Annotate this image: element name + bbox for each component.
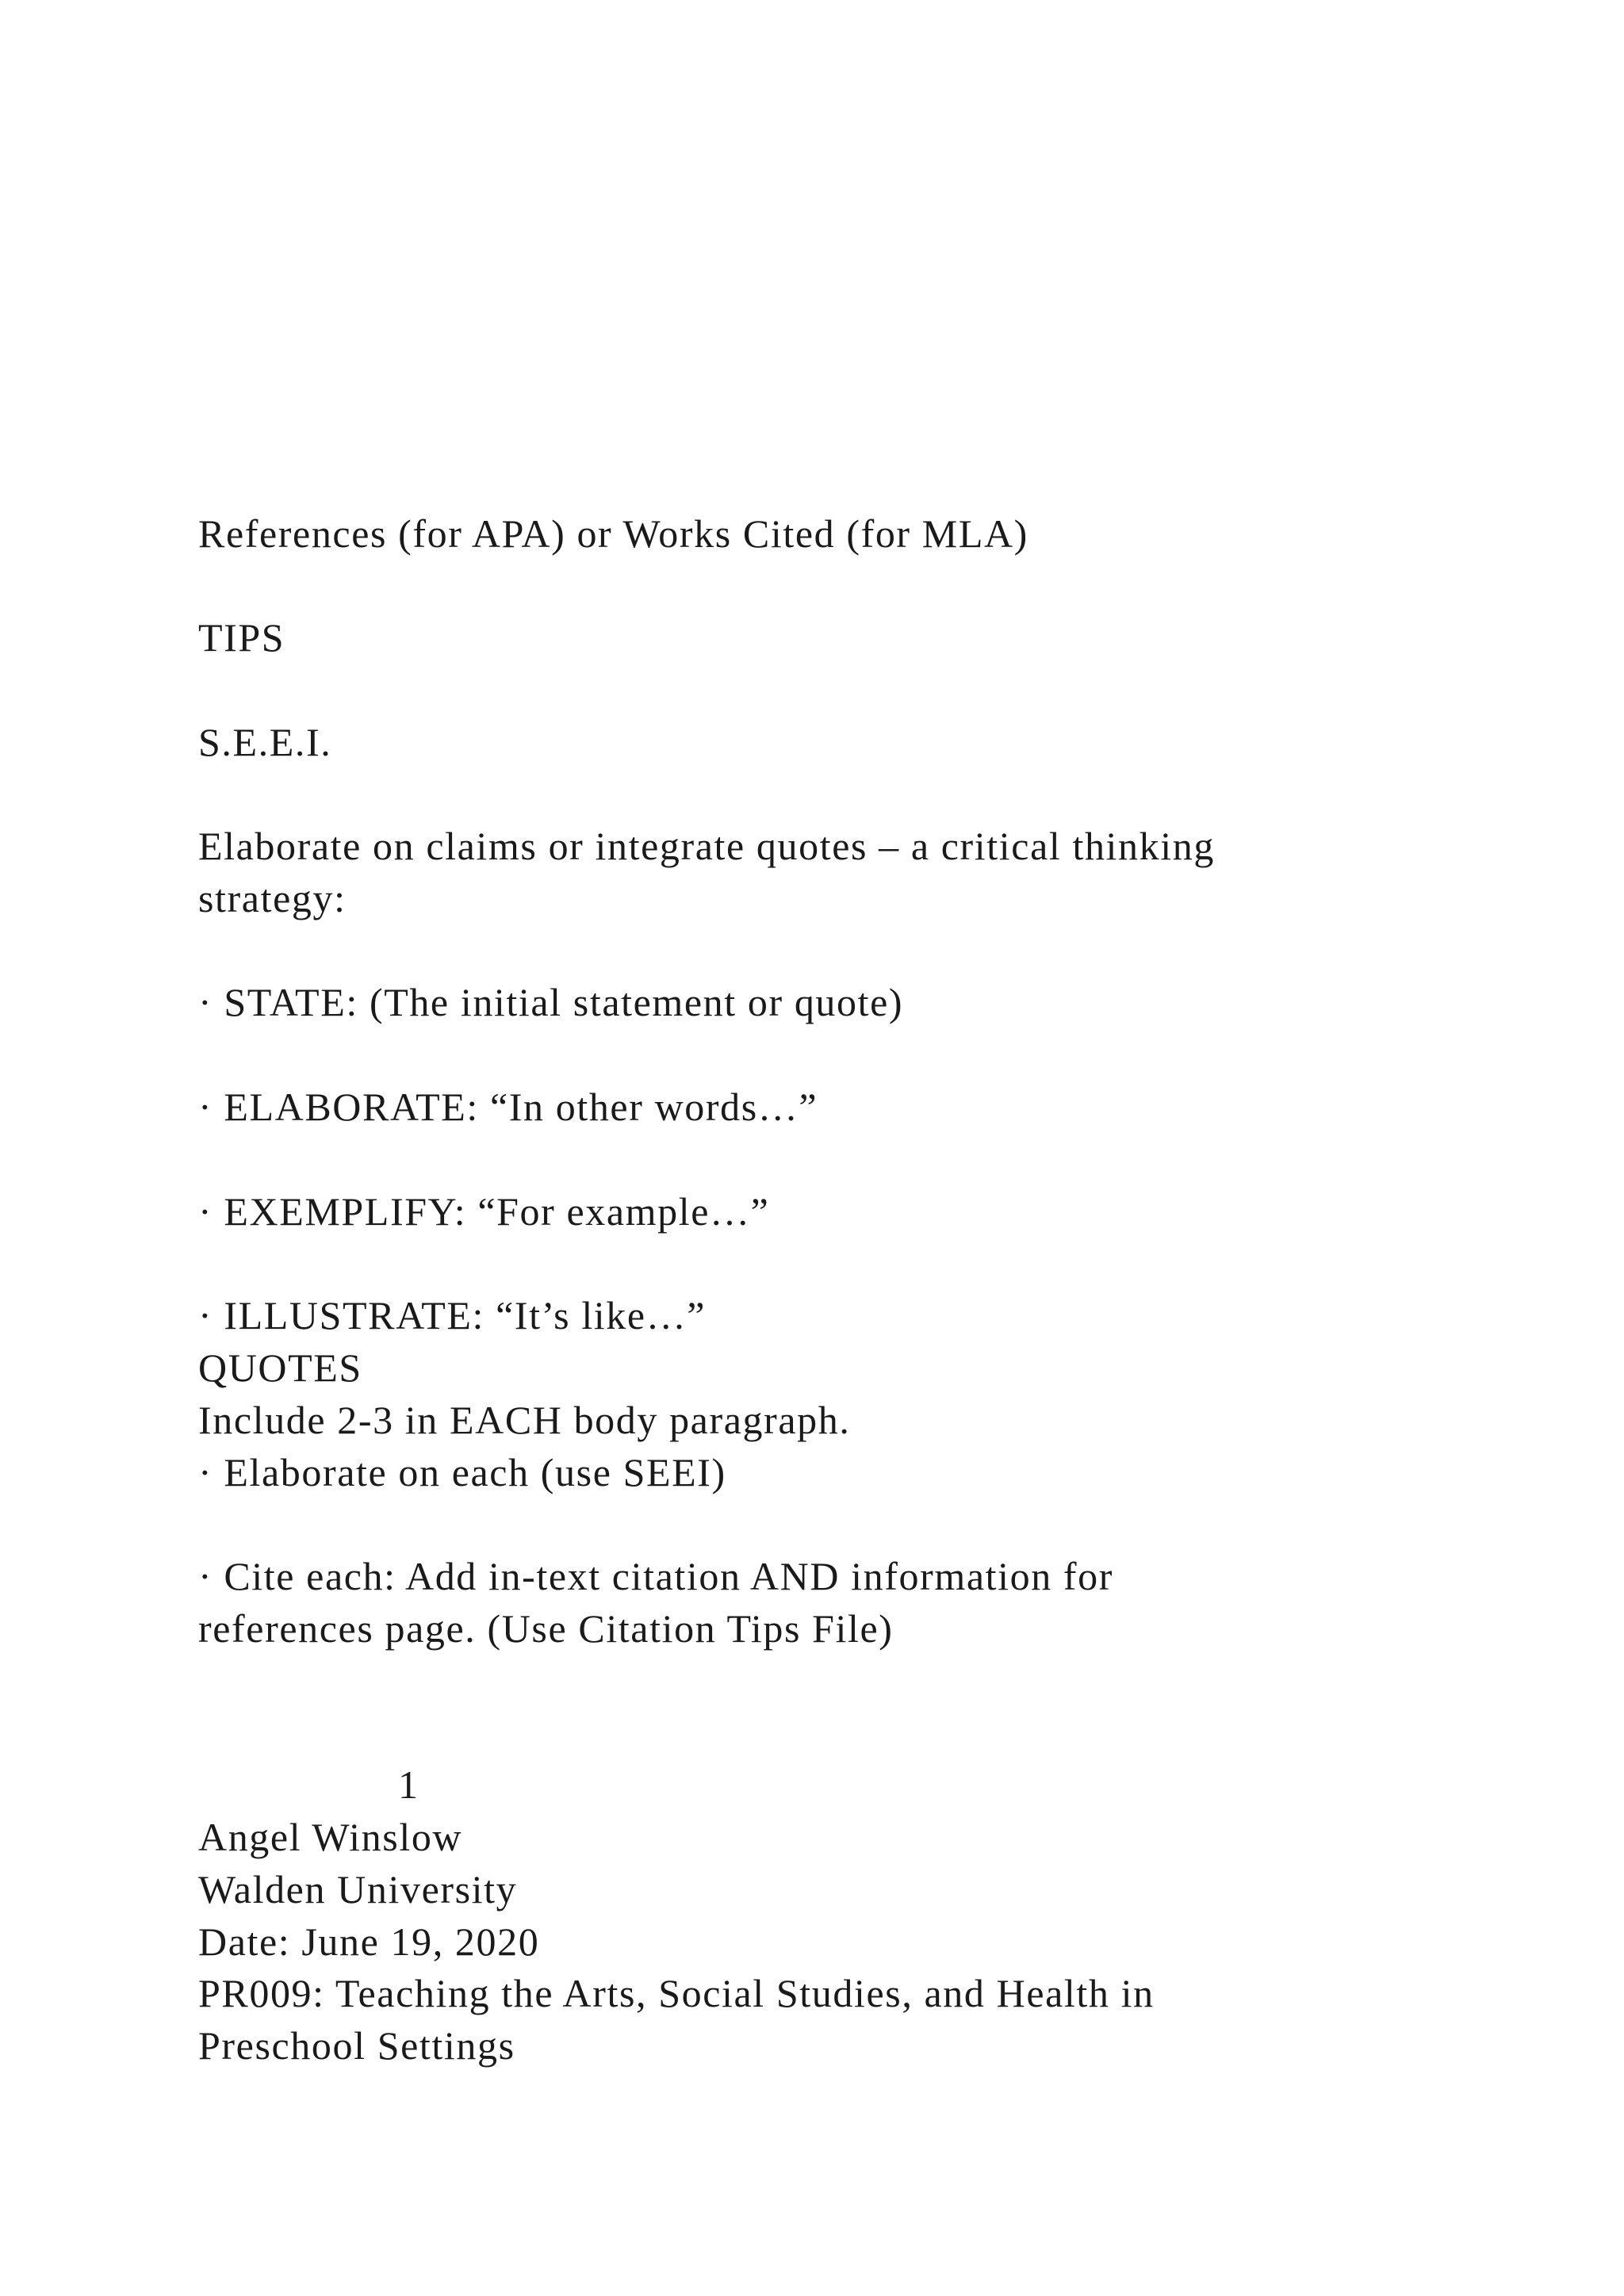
- seei-item-exemplify: · EXEMPLIFY: “For example…”: [198, 1189, 770, 1234]
- seei-intro-line-2: strategy:: [198, 876, 347, 920]
- seei-intro-line-1: Elaborate on claims or integrate quotes – a critical thinking: [198, 824, 1215, 868]
- document-date: Date: June 19, 2020: [198, 1919, 540, 1964]
- course-title-line-1: PR009: Teaching the Arts, Social Studies, and Health in: [198, 1971, 1155, 2015]
- quotes-item-cite-line-2: references page. (Use Citation Tips File): [198, 1606, 894, 1651]
- quotes-heading: QUOTES: [198, 1345, 362, 1390]
- seei-item-illustrate: · ILLUSTRATE: “It’s like…”: [198, 1293, 707, 1337]
- quotes-item-elaborate: · Elaborate on each (use SEEI): [198, 1450, 726, 1494]
- tips-heading: TIPS: [198, 615, 285, 660]
- institution-name: Walden University: [198, 1867, 518, 1911]
- quotes-intro: Include 2-3 in EACH body paragraph.: [198, 1398, 851, 1442]
- author-name: Angel Winslow: [198, 1815, 463, 1859]
- page-number: 1: [398, 1762, 418, 1807]
- seei-item-state: · STATE: (The initial statement or quote): [198, 980, 904, 1024]
- quotes-item-cite-line-1: · Cite each: Add in-text citation AND information for: [198, 1554, 1113, 1598]
- seei-item-elaborate: · ELABORATE: “In other words…”: [198, 1085, 818, 1129]
- references-heading: References (for APA) or Works Cited (for MLA): [198, 511, 1028, 556]
- seei-heading: S.E.E.I.: [198, 720, 332, 764]
- course-title-line-2: Preschool Settings: [198, 2023, 515, 2068]
